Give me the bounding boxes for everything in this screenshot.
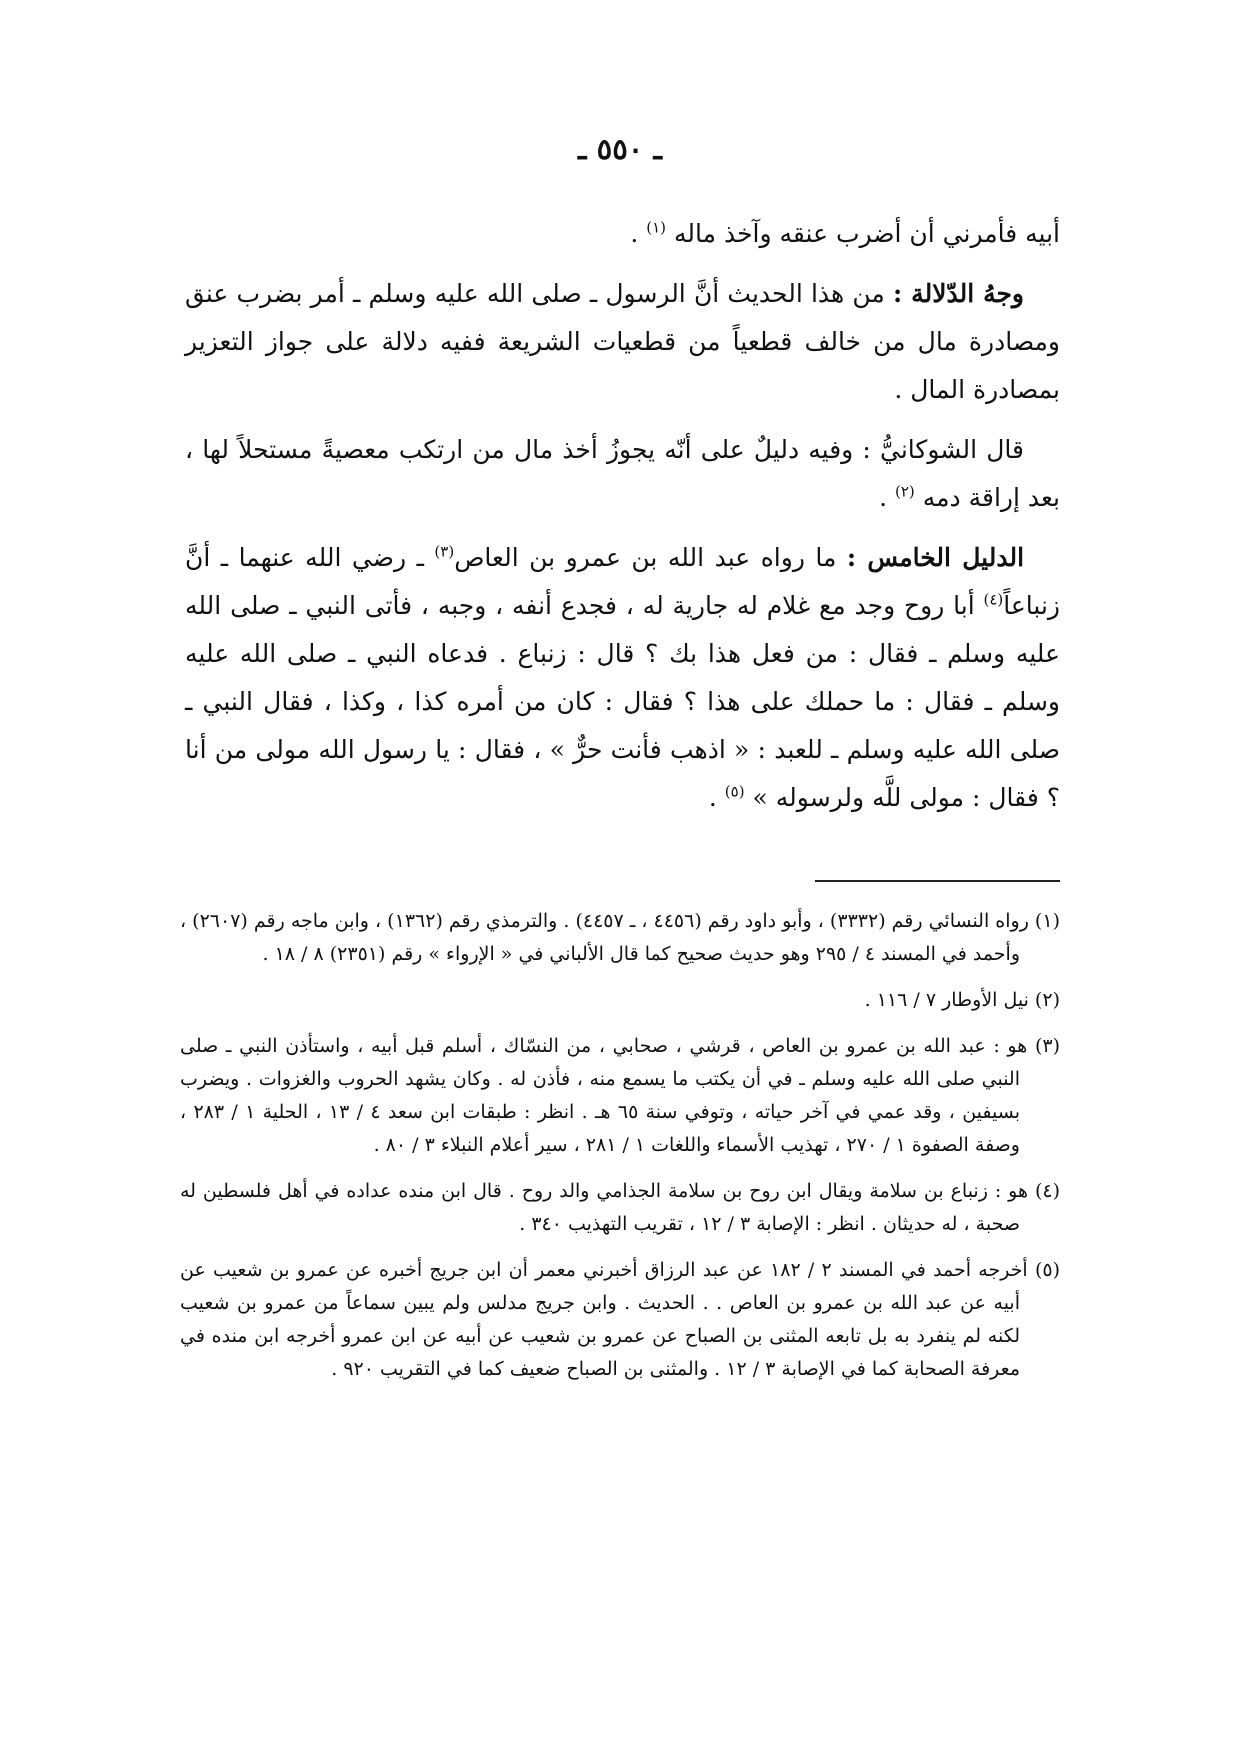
paragraph-4-label: الدليل الخامس : [846,543,1025,572]
footnote-3: (٣) هو : عبد الله بن عمرو بن العاص ، قرشي ، صحابي ، من النسّاك ، أسلم قبل أبيه ، واستأذن النبي ـ صلى النبي صلى الله عليه وسلم ـ في أن يكتب ما يسمع منه ، فأذن له . وكان يشهد الحروب والغزوات . ويضرب بسيفين ، وقد عمي في آخر حياته ، وتوفي سنة ٦٥ هـ . انظر : طبقات ابن سعد ٤ / ١٣ ، الحلية ١ / ٢٨٣ ، وصفة الصفوة ١ / ٢٧٠ ، تهذيب الأسماء واللغات ١ / ٢٨١ ، سير أعلام النبلاء ٣ / ٨٠ . [180,1035,1060,1156]
paragraph-2-text: من هذا الحديث أنَّ الرسول ـ صلى الله عليه وسلم ـ أمر بضرب عنق ومصادرة مال من خالف قطعياً من قطعيات الشريعة ففيه دلالة على جواز التعزير بمصادرة المال . [185,279,1060,404]
paragraph-1 [185,210,1060,258]
paragraph-3-text: قال الشوكانيُّ : وفيه دليلٌ على أنّه يجوزُ أخذ مال من ارتكب معصيةً مستحلاً لها ، بعد إراقة دمه [185,435,1060,512]
footnote-ref-1: (١) [646,218,667,237]
footnote-5: (٥) أخرجه أحمد في المسند ٢ / ١٨٢ عن عبد الرزاق أخبرني معمر أن ابن جريج أخبره عن عمرو بن شعيب عن أبيه عن عبد الله بن عمرو بن العاص . . الحديث . وابن جريج مدلس ولم يبين سماعاً من عمرو بن شعيب لكنه لم ينفرد به بل تابعه المثنى بن الصباح عن عمرو بن شعيب عن أبيه عن ابن عمرو أخرجه ابن منده في معرفة الصحابة كما في الإصابة ٣ / ١٢ . والمثنى بن الصباح ضعيف كما في التقريب ٩٢٠ . [180,1259,1060,1380]
footnote-4: (٤) هو : زنباع بن سلامة ويقال ابن روح بن سلامة الجذامي والد روح . قال ابن منده عداده في أهل فلسطين له صحبة ، له حديثان . انظر : الإصابة ٣ / ١٢ ، تقريب التهذيب ٣٤٠ . [180,1180,1060,1235]
footnote-ref-5: (٥) [724,782,745,801]
footnote-ref-3: (٣) [434,542,455,561]
footnote-1: (١) رواه النسائي رقم (٣٣٣٢) ، وأبو داود رقم (٤٤٥٦ ، ـ ٤٤٥٧) . والترمذي رقم (١٣٦٢) ، وابن ماجه رقم (٢٦٠٧) ، وأحمد في المسند ٤ / ٢٩٥ وهو حديث صحيح كما قال الألباني في « الإرواء » رقم (٢٣٥١) ٨ / ١٨ . [180,910,1060,965]
footnote-2: (٢) نيل الأوطار ٧ / ١١٦ . [864,989,1060,1011]
paragraph-4-text-a: ما رواه عبد الله بن عمرو بن العاص [454,543,847,572]
paragraph-4 [185,534,1060,822]
paragraph-1-end: . [630,219,647,248]
paragraph-1-text: أبيه فأمرني أن أضرب عنقه وآخذ ماله [673,219,1060,248]
footnote-ref-4: (٤) [983,590,1004,609]
main-text [185,210,1060,822]
page-number: ـ ٥٥٠ ـ [578,132,662,166]
paragraph-3 [185,426,1060,522]
footnote-divider [815,880,1060,882]
paragraph-4-text-b: ـ رضي الله عنهما ـ أنَّ زنباعاً [185,543,1060,620]
paragraph-4-end: . [708,783,725,812]
paragraph-3-end: . [879,483,895,512]
paragraph-2 [185,270,1060,414]
paragraph-4-text-c: أبا روح وجد مع غلام له جارية له ، فجدع أنفه ، وجبه ، فأتى النبي ـ صلى الله عليه وسلم ـ فقال : من فعل هذا بك ؟ قال : زنباع . فدعاه النبي ـ صلى الله عليه وسلم ـ فقال : ما حملك على هذا ؟ فقال : كان من أمره كذا ، وكذا ، فقال النبي ـ صلى الله عليه وسلم ـ للعبد : « اذهب فأنت حرٌّ » ، فقال : يا رسول الله مولى من أنا ؟ فقال : مولى للَّه ولرسوله » [185,591,1060,812]
footnote-ref-2: (٢) [894,482,915,501]
footnotes [180,905,1060,1399]
paragraph-2-label: وجهُ الدّلالة : [893,279,1025,308]
